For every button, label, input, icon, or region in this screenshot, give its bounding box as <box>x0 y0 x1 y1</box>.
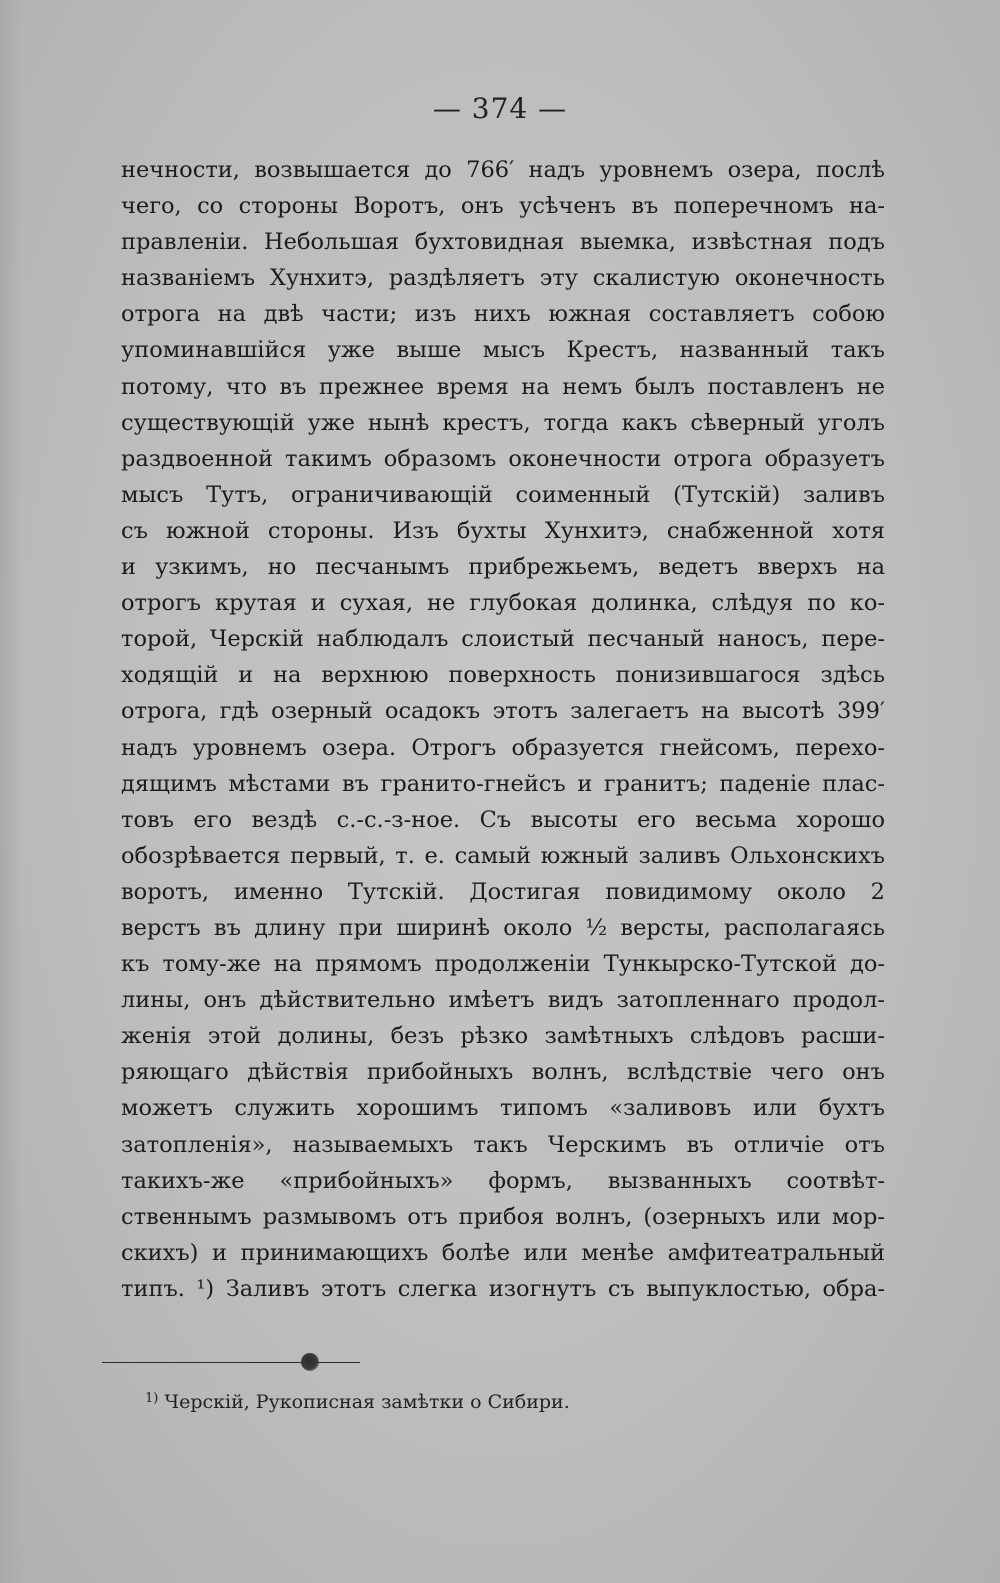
text-line: лины, онъ дѣйствительно имѣетъ видъ затопленнаго продол- <box>121 987 885 1014</box>
gutter-shadow <box>0 0 22 1583</box>
text-line: существующій уже нынѣ крестъ, тогда какъ сѣверный уголъ <box>121 409 885 436</box>
text-line: типъ. ¹) Заливъ этотъ слегка изогнутъ съ выпуклостью, обра- <box>121 1275 885 1302</box>
text-line: верстъ въ длину при ширинѣ около ½ версты, располагаясь <box>121 914 885 941</box>
page-number: — 374 — <box>432 92 568 125</box>
text-line: дящимъ мѣстами въ гранито-гнейсъ и гранитъ; паденіе плас- <box>121 770 885 797</box>
text-line: мысъ Тутъ, ограничивающій соименный (Тутскій) заливъ <box>121 481 885 508</box>
text-line: упоминавшійся уже выше мысъ Крестъ, названный такъ <box>121 337 885 364</box>
footnote-divider <box>102 1362 360 1363</box>
text-line: ряющаго дѣйствія прибойныхъ волнъ, вслѣдствіе чего онъ <box>121 1059 885 1086</box>
text-line: обозрѣвается первый, т. е. самый южный заливъ Ольхонскихъ <box>121 842 885 869</box>
body-text <box>121 152 885 1307</box>
text-line: отрога на двѣ части; изъ нихъ южная составляетъ собою <box>121 301 885 328</box>
text-line: нечности, возвышается до 766′ надъ уровнемъ озера, послѣ <box>121 157 885 183</box>
text-line: съ южной стороны. Изъ бухты Хунхитэ, снабженной хотя <box>121 517 885 544</box>
text-line: затопленія», называемыхъ такъ Черскимъ въ отличіе отъ <box>121 1131 885 1158</box>
text-line: товъ его вездѣ с.-с.-з-ное. Съ высоты его весьма хорошо <box>121 806 885 833</box>
text-line: ходящій и на верхнюю поверхность понизившагося здѣсь <box>121 662 885 689</box>
text-line: названіемъ Хунхитэ, раздѣляетъ эту скалистую оконечность <box>121 265 885 292</box>
text-line: такихъ-же «прибойныхъ» формъ, вызванныхъ соотвѣт- <box>121 1167 885 1194</box>
text-line: отрога, гдѣ озерный осадокъ этотъ залегаетъ на высотѣ 399′ <box>121 698 885 725</box>
text-line: торой, Черскій наблюдалъ слоистый песчаный наносъ, пере- <box>121 626 885 653</box>
text-line: надъ уровнемъ озера. Отрогъ образуется гнейсомъ, перехо- <box>121 734 885 761</box>
text-line: скихъ) и принимающихъ болѣе или менѣе амфитеатральный <box>121 1239 885 1266</box>
text-line: отрогъ крутая и сухая, не глубокая долинка, слѣдуя по ко- <box>121 590 885 617</box>
footnote-text: Черскій, Рукописная замѣтки о Сибири. <box>158 1391 570 1413</box>
text-line: раздвоенной такимъ образомъ оконечности отрога образуетъ <box>121 445 885 472</box>
text-line: чего, со стороны Воротъ, онъ усѣченъ въ поперечномъ на- <box>121 193 885 220</box>
text-line: и узкимъ, но песчанымъ прибрежьемъ, ведетъ вверхъ на <box>121 554 885 581</box>
text-line: воротъ, именно Тутскій. Достигая повидимому около 2 <box>121 878 885 905</box>
footnote-marker: 1) <box>145 1391 159 1406</box>
text-line: ственнымъ размывомъ отъ прибоя волнъ, (озерныхъ или мор- <box>121 1203 885 1230</box>
text-line: женія этой долины, безъ рѣзко замѣтныхъ слѣдовъ расши- <box>121 1023 885 1050</box>
text-line: потому, что въ прежнее время на немъ былъ поставленъ не <box>121 373 885 400</box>
text-line: къ тому-же на прямомъ продолженіи Тункырско-Тутской до- <box>121 951 885 978</box>
footnote <box>145 1386 570 1415</box>
text-line: можетъ служить хорошимъ типомъ «заливовъ или бухтъ <box>121 1095 885 1122</box>
ink-blot <box>301 1353 319 1371</box>
text-line: правленіи. Небольшая бухтовидная выемка, извѣстная подъ <box>121 229 885 256</box>
